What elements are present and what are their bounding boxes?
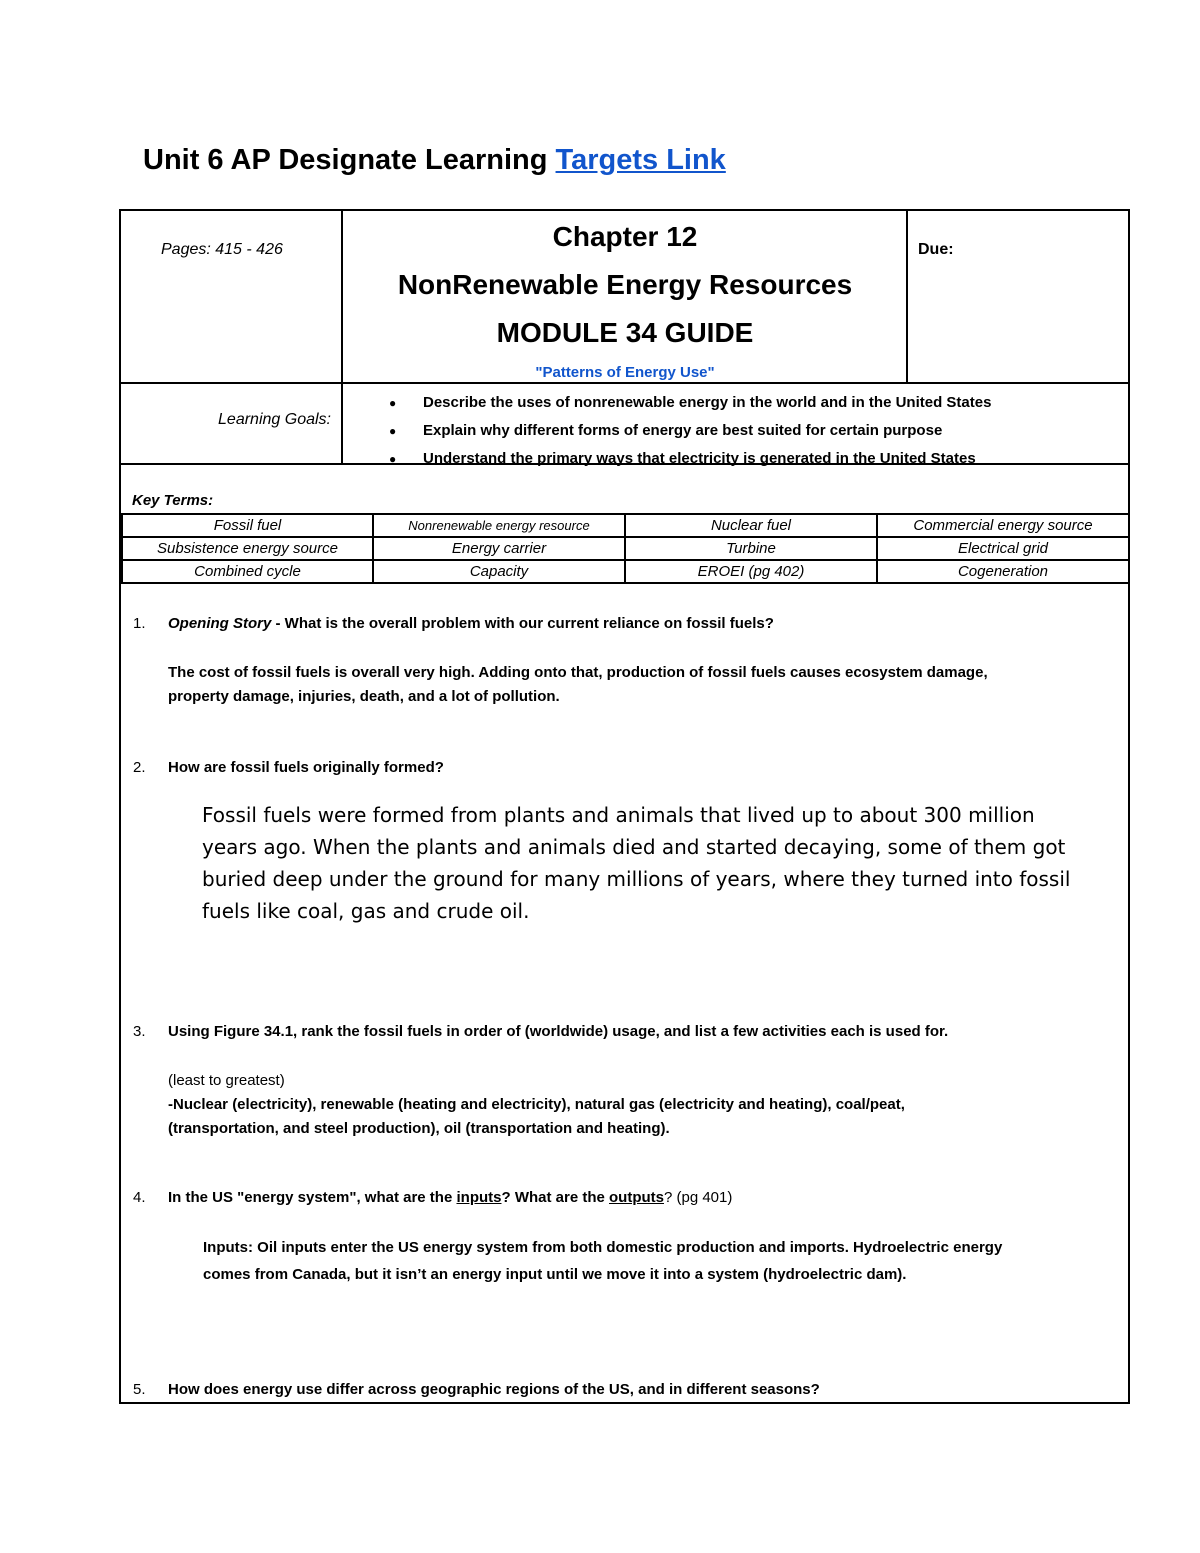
key-term-cell: Energy carrier — [373, 537, 625, 560]
question-text: How does energy use differ across geographic regions of the US, and in different seasons? — [168, 1381, 820, 1398]
question-3 — [133, 1023, 948, 1040]
question-text: ? (pg 401) — [663, 1189, 733, 1206]
due-label: Due: — [918, 241, 954, 258]
learning-goal-item: ● Understand the primary ways that electricity is generated in the United States — [389, 445, 991, 473]
question-2 — [133, 759, 444, 776]
key-terms-label: Key Terms: — [132, 492, 214, 509]
answer-line: (transportation, and steel production), oil (transportation and heating). — [168, 1120, 670, 1137]
key-term-cell: EROEI (pg 402) — [625, 560, 877, 583]
question-text: In the US "energy system", what are the — [168, 1189, 457, 1206]
key-term-cell: Cogeneration — [877, 560, 1129, 583]
page-title — [143, 144, 726, 177]
question-text-outputs: outputs — [609, 1189, 664, 1206]
table-row — [122, 514, 1129, 537]
table-row — [122, 560, 1129, 583]
question-text: - What is the overall problem with our current reliance on fossil fuels? — [271, 615, 774, 632]
question-number: 2. — [133, 759, 146, 776]
key-term-cell: Fossil fuel — [122, 514, 373, 537]
table-row — [122, 537, 1129, 560]
answer-line: comes from Canada, but it isn’t an energy input until we move it into a system (hydroelectric dam). — [203, 1266, 907, 1283]
key-term-cell: Nonrenewable energy resource — [373, 514, 625, 537]
key-term-cell: Electrical grid — [877, 537, 1129, 560]
resource-title: NonRenewable Energy Resources — [397, 269, 853, 300]
answer-line: Inputs: Oil inputs enter the US energy system from both domestic production and imports. Hydroelectric energy — [203, 1239, 1003, 1256]
answer-4 — [203, 1234, 1002, 1288]
question-text: Using Figure 34.1, rank the fossil fuels in order of (worldwide) usage, and list a few activities each is used for. — [168, 1023, 949, 1040]
page-title-text: Unit 6 AP Designate Learning — [143, 144, 556, 176]
answer-line: fuels like coal, gas and crude oil. — [202, 899, 530, 923]
question-4 — [133, 1189, 732, 1206]
answer-line: (least to greatest) — [168, 1072, 285, 1089]
answer-line: buried deep under the ground for many millions of years, where they turned into fossil — [202, 867, 1071, 891]
question-text: How are fossil fuels originally formed? — [168, 759, 444, 776]
key-term-cell: Commercial energy source — [877, 514, 1129, 537]
question-text: ? What are the — [501, 1189, 609, 1206]
pages-range: Pages: 415 - 426 — [161, 241, 283, 258]
answer-line: property damage, injuries, death, and a lot of pollution. — [168, 688, 560, 705]
learning-goal-item: ● Describe the uses of nonrenewable energy in the world and in the United States — [389, 389, 991, 417]
answer-3 — [168, 1069, 905, 1141]
question-5 — [133, 1381, 820, 1398]
question-1 — [133, 615, 774, 632]
answer-line: The cost of fossil fuels is overall very high. Adding onto that, production of fossil fuels causes ecosystem damage, — [168, 664, 988, 681]
question-number: 5. — [133, 1381, 146, 1398]
answer-line: -Nuclear (electricity), renewable (heating and electricity), natural gas (electricity and heating), coal/peat, — [168, 1096, 905, 1113]
header-bottom-line — [121, 382, 1128, 384]
question-text-inputs: inputs — [456, 1189, 502, 1206]
module-guide-frame — [119, 209, 1130, 1404]
learning-goals-list — [389, 389, 991, 473]
module-title: MODULE 34 GUIDE — [496, 317, 754, 348]
learning-goal-item: ● Explain why different forms of energy are best suited for certain purpose — [389, 417, 991, 445]
module-subtitle: "Patterns of Energy Use" — [535, 364, 715, 381]
answer-2 — [202, 799, 1070, 927]
key-term-cell: Capacity — [373, 560, 625, 583]
question-lead: Opening Story — [168, 615, 272, 632]
question-number: 1. — [133, 615, 146, 632]
answer-line: years ago. When the plants and animals died and started decaying, some of them got — [202, 835, 1066, 859]
answer-1 — [168, 661, 988, 709]
answer-line: Fossil fuels were formed from plants and animals that lived up to about 300 million — [202, 803, 1035, 827]
question-number: 3. — [133, 1023, 146, 1040]
learning-goals-label: Learning Goals: — [218, 411, 331, 428]
key-terms-table — [121, 513, 1130, 584]
key-term-cell: Subsistence energy source — [122, 537, 373, 560]
question-number: 4. — [133, 1189, 146, 1206]
key-term-cell: Nuclear fuel — [625, 514, 877, 537]
chapter-title: Chapter 12 — [552, 221, 698, 252]
targets-link[interactable]: Targets Link — [555, 144, 726, 176]
key-term-cell: Turbine — [625, 537, 877, 560]
key-term-cell: Combined cycle — [122, 560, 373, 583]
